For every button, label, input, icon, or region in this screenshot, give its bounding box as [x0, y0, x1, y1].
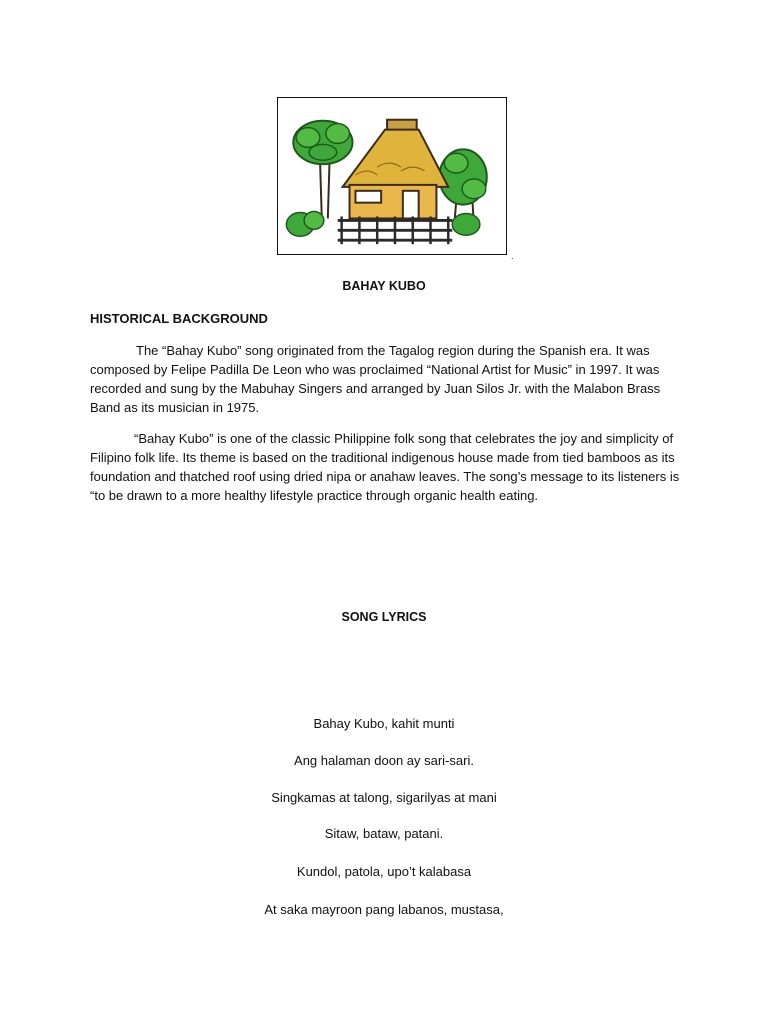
- stray-mark: .: [511, 251, 514, 261]
- lyric-line: At saka mayroon pang labanos, mustasa,: [264, 902, 504, 917]
- lyric-line: Sitaw, bataw, patani.: [324, 826, 444, 841]
- lyric-line: Kundol, patola, upo’t kalabasa: [296, 864, 472, 879]
- lyric-line: Ang halaman doon ay sari-sari.: [294, 753, 474, 768]
- house-icon: [338, 120, 453, 244]
- lyric-line: Bahay Kubo, kahit munti: [313, 716, 455, 731]
- historical-paragraph-1: The “Bahay Kubo” song originated from the Tagalog region during the Spanish era. It was composed by Felipe Padilla De Leon who was proclaimed “National Artist for Music” in 1997. It was recorded and sung by the Mabuhay Singers and arranged by Juan Silos Jr. with the Malabon Brass Band as its musician in 1975.: [90, 343, 661, 415]
- lyric-line: Singkamas at talong, sigarilyas at mani: [271, 790, 497, 805]
- bahay-kubo-drawing-icon: [278, 98, 506, 254]
- historical-paragraph-2: “Bahay Kubo” is one of the classic Philippine folk song that celebrates the joy and simplicity of Filipino folk life. Its theme is based on the traditional indigenous house made from tied bamboos as its foundation and thatched roof using dried nipa or anahaw leaves. The song’s message to its listeners is “to be drawn to a more healthy lifestyle practice through organic health eating.: [90, 431, 680, 503]
- song-lyrics-heading: SONG LYRICS: [341, 610, 427, 624]
- left-tree-icon: [293, 121, 352, 222]
- page-title: BAHAY KUBO: [342, 279, 426, 293]
- historical-background-heading: HISTORICAL BACKGROUND: [90, 311, 268, 326]
- bahay-kubo-illustration: [277, 97, 507, 255]
